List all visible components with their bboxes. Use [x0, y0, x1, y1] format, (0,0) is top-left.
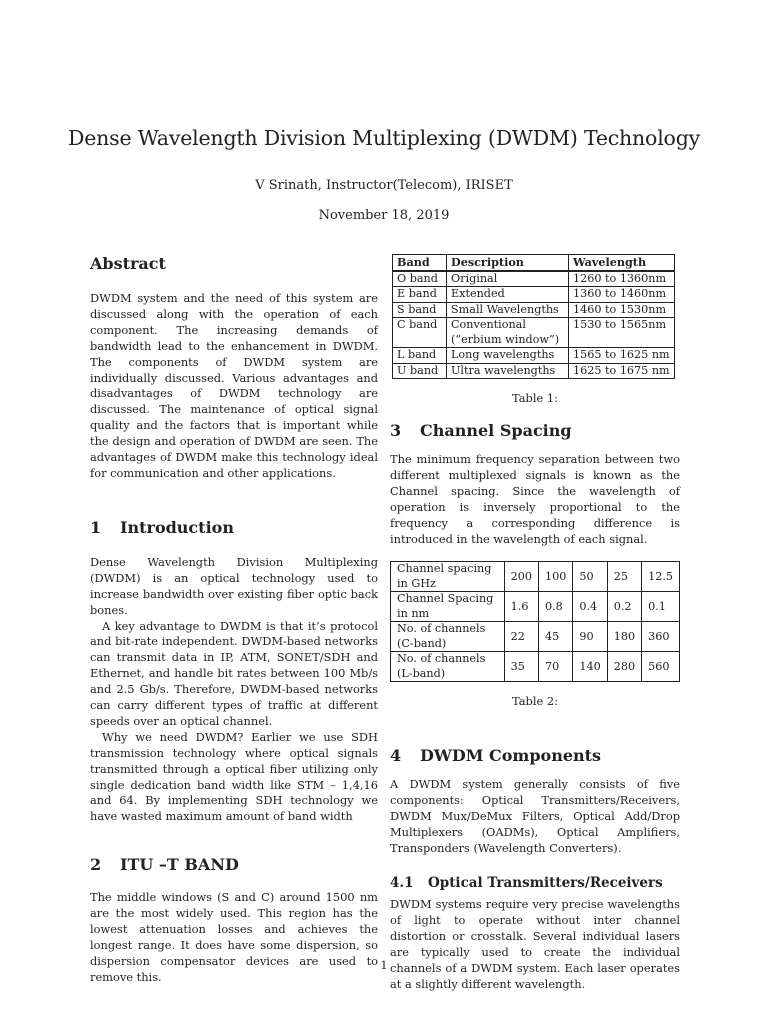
itu-paragraph-1: The middle windows (S and C) around 1500 nm are the most widely used. This region has the lowest attenuation losses and achieves the longest range. It does have some dispersion, so dispersion compensator devices are used to remove this. — [90, 890, 378, 984]
section-number: 1 — [90, 517, 102, 537]
table-cell: Ultra wavelengths — [447, 363, 569, 379]
table-cell: Small Wavelengths — [447, 302, 569, 318]
table-row — [391, 652, 680, 682]
table-cell: 12.5 — [642, 562, 680, 592]
table-cell: 180 — [607, 622, 641, 652]
table-row — [391, 622, 680, 652]
table-row — [393, 348, 675, 364]
table-cell: No. of channels (C-band) — [391, 622, 505, 652]
intro-paragraph-3: Why we need DWDM? Earlier we use SDH transmission technology where optical signals transmitted through a optical fiber utilizing only single dedication band width like STM – 1,4,16 and 64. By implementing SDH technology we have wasted maximum amount of band width — [90, 729, 378, 824]
table-cell: O band — [393, 271, 447, 287]
table-header-cell: Description — [447, 255, 569, 271]
table-row — [391, 562, 680, 592]
section-heading-dwdm-components — [390, 746, 680, 765]
table-cell: Long wavelengths — [447, 348, 569, 364]
table-cell: 360 — [642, 622, 680, 652]
table-cell: 0.2 — [607, 592, 641, 622]
table-cell: 1360 to 1460nm — [569, 287, 675, 303]
table-caption: Table 2: — [512, 694, 558, 709]
paper-author: V Srinath, Instructor(Telecom), IRISET — [255, 178, 513, 193]
table-header-row — [393, 255, 675, 271]
table-cell: 1260 to 1360nm — [569, 271, 675, 287]
section-heading-itu-band — [90, 855, 378, 874]
table-cell: 25 — [607, 562, 641, 592]
components-paragraph-1: A DWDM system generally consists of five components: Optical Transmitters/Receivers, DWDM Mux/DeMux Filters, Optical Add/Drop Multiplexers (OADMs), Optical Amplifiers, Transponders (Wavelength Converters). — [390, 777, 680, 856]
paper-date: November 18, 2019 — [318, 208, 450, 223]
table-cell: 22 — [504, 622, 538, 652]
table-cell: 200 — [504, 562, 538, 592]
table-cell: 0.4 — [573, 592, 607, 622]
table-bands — [392, 254, 675, 379]
table-cell: Channel Spacing in nm — [391, 592, 505, 622]
section-heading-channel-spacing — [390, 421, 680, 440]
subsection-number: 4.1 — [390, 874, 414, 891]
table-row — [393, 318, 675, 348]
subsection-title: Optical Transmitters/Receivers — [428, 874, 663, 891]
table-cell: 1530 to 1565nm — [569, 318, 675, 348]
intro-paragraph-1: Dense Wavelength Division Multiplexing (DWDM) is an optical technology used to increase bandwidth over existing fiber optic back bones. — [90, 554, 378, 617]
table-cell: 0.1 — [642, 592, 680, 622]
section-number: 3 — [390, 421, 402, 440]
table-cell: 35 — [504, 652, 538, 682]
table-row — [393, 271, 675, 287]
table-row — [393, 302, 675, 318]
table-row — [393, 363, 675, 379]
table-row — [391, 592, 680, 622]
page-number: 1 — [380, 958, 388, 972]
table-cell: 50 — [573, 562, 607, 592]
section-title: DWDM Components — [420, 746, 602, 766]
table-cell: 560 — [642, 652, 680, 682]
section-heading-introduction — [90, 518, 378, 537]
table-header-cell: Band — [393, 255, 447, 271]
table-cell: 1460 to 1530nm — [569, 302, 675, 318]
table-cell: E band — [393, 287, 447, 303]
table-header-cell: Wavelength — [569, 255, 675, 271]
subsection-heading-transmitters — [390, 875, 680, 891]
table-row — [393, 287, 675, 303]
table-cell: 0.8 — [539, 592, 573, 622]
table-cell: 100 — [539, 562, 573, 592]
spacing-paragraph-1: The minimum frequency separation between two different multiplexed signals is known as the Channel spacing. Since the wavelength of operation is inversely proportional to the frequency a corresponding difference is introduced in the wavelength of each signal. — [390, 452, 680, 546]
left-column — [90, 254, 378, 986]
paper-title: Dense Wavelength Division Multiplexing (DWDM) Technology — [67, 126, 700, 150]
table-cell: C band — [393, 318, 447, 348]
table-cell: Extended — [447, 287, 569, 303]
table-cell: 70 — [539, 652, 573, 682]
section-title: ITU –T BAND — [120, 855, 239, 875]
abstract-heading: Abstract — [90, 254, 166, 273]
transmitters-paragraph-1: DWDM systems require very precise wavelengths of light to operate without inter channel distortion or crosstalk. Several individual lasers are typically used to create the individual channels of a DWDM system. Each laser operates at a slightly different wavelength. — [390, 896, 680, 991]
table-caption: Table 1: — [512, 391, 558, 405]
table-cell: 280 — [607, 652, 641, 682]
table-cell: L band — [393, 348, 447, 364]
table-cell: 1565 to 1625 nm — [569, 348, 675, 364]
section-title: Channel Spacing — [420, 421, 572, 440]
table-cell: 1625 to 1675 nm — [569, 363, 675, 379]
table-cell: Original — [447, 271, 569, 287]
right-column — [390, 254, 680, 992]
table-cell: 1.6 — [504, 592, 538, 622]
table-channel-spacing — [390, 561, 680, 682]
section-title: Introduction — [120, 517, 234, 537]
table-cell: S band — [393, 302, 447, 318]
table-cell: 45 — [539, 622, 573, 652]
table-cell: 90 — [573, 622, 607, 652]
section-number: 4 — [390, 746, 402, 766]
table-cell: U band — [393, 363, 447, 379]
table-cell: No. of channels (L-band) — [391, 652, 505, 682]
table-cell: 140 — [573, 652, 607, 682]
table-cell: Channel spacing in GHz — [391, 562, 505, 592]
section-number: 2 — [90, 855, 102, 875]
table-cell: Conventional (“erbium window”) — [447, 318, 569, 348]
intro-paragraph-2: A key advantage to DWDM is that it’s protocol and bit-rate independent. DWDM-based networks can transmit data in IP, ATM, SONET/SDH and Ethernet, and handle bit rates between 100 Mb/s and 2.5 Gb/s. Therefore, DWDM-based networks can carry different types of traffic at different speeds over an optical channel. — [90, 618, 378, 728]
abstract-text: DWDM system and the need of this system are discussed along with the operation of each component. The increasing demands of bandwidth lead to the enhancement in DWDM. The components of DWDM system are individually discussed. Various advantages and disadvantages of DWDM technology are discussed. The maintenance of optical signal quality and the factors that is important while the design and operation of DWDM are seen. The advantages of DWDM make this technology ideal for communication and other applications. — [90, 291, 378, 480]
